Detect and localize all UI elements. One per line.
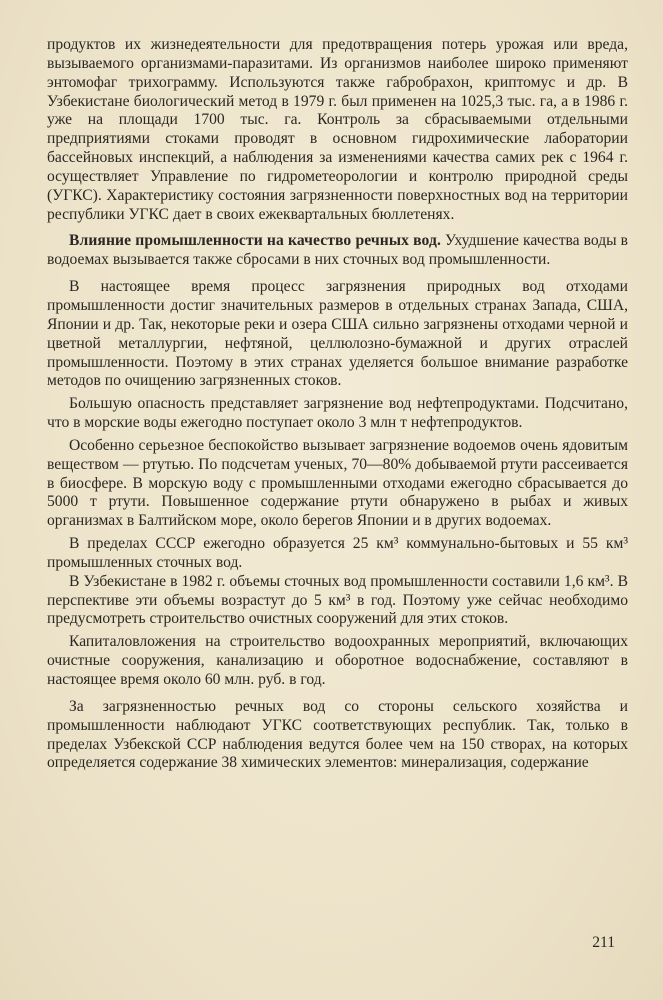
paragraph-capital-investment: Капиталовложения на строительство водоохранных мероприятий, включающих очистные сооружения, канализацию и оборотное водоснабжение, составляют в настоящее время около 60 млн. руб. в год.	[47, 633, 628, 688]
paragraph-industry-influence	[47, 232, 628, 270]
paragraph-uzbekistan-wastewater: В Узбекистане в 1982 г. объемы сточных вод промышленности составили 1,6 км³. В перспективе эти объемы возрастут до 5 км³ в год. Поэтому уже сейчас необходимо предусмотреть строительство очистных сооружений для этих стоков.	[47, 572, 628, 628]
section-heading-continuation: Ухудшение качества воды в водоемах вызывается также сбросами в них сточных вод промышленности.	[47, 232, 629, 269]
page-number: 211	[592, 934, 615, 951]
paragraph-oil-products: Большую опасность представляет загрязнение вод нефтепродуктами. Подсчитано, что в морские воды ежегодно поступает около 3 млн т нефтепродуктов.	[47, 395, 628, 432]
paragraph-ussr-wastewater: В пределах СССР ежегодно образуется 25 км³ коммунально-бытовых и 55 км³ промышленных сточных вод.	[47, 535, 628, 571]
paragraph-mercury: Особенно серьезное беспокойство вызывает загрязнение водоемов очень ядовитым веществом — ртутью. По подсчетам ученых, 70—80% добываемой ртути рассеивается в биосфере. В морскую воду с промышленными отходами ежегодно сбрасывается до 5000 т ртути. Повышенное содержание ртути обнаружено в рыбах и живых организмах в Балтийском море, около берегов Японии и в других водоемах.	[47, 436, 628, 530]
paragraph-monitoring: За загрязненностью речных вод со стороны сельского хозяйства и промышленности наблюдают УГКС соответствующих республик. Так, только в пределах Узбекской ССР наблюдения ведутся более чем на 150 створах, на которых определяется содержание 38 химических элементов: минерализация, содержание	[47, 697, 628, 772]
paragraph-biological-method: продуктов их жизнедеятельности для предотвращения потерь урожая или вреда, вызываемого организмами-паразитами. Из организмов наиболее широко применяют энтомофаг трихограмму. Используются также габробрахон, криптомус и др. В Узбекистане биологический метод в 1979 г. был применен на 1025,3 тыс. га, а в 1986 г. уже на площади 1700 тыс. га. Контроль за сбрасываемыми отдельными предприятиями стоками проводят в основном гидрохимические лаборатории бассейновых инспекций, а наблюдения за изменениями качества самих рек с 1964 г. осуществляет Управление по гидрометеорологии и контролю природной среды (УГКС). Характеристику состояния загрязненности поверхностных вод на территории республики УГКС дает в своих ежеквартальных бюллетенях.	[47, 36, 628, 223]
section-heading: Влияние промышленности на качество речных вод.	[69, 232, 441, 250]
paragraph-western-pollution: В настоящее время процесс загрязнения природных вод отходами промышленности достиг значительных размеров в отдельных странах Запада, США, Японии и др. Так, некоторые реки и озера США сильно загрязнены отходами черной и цветной металлургии, нефтяной, целлюлозно-бумажной и других отраслей промышленности. Поэтому в этих странах уделяется большое внимание разработке методов по очищению загрязненных стоков.	[47, 278, 628, 390]
